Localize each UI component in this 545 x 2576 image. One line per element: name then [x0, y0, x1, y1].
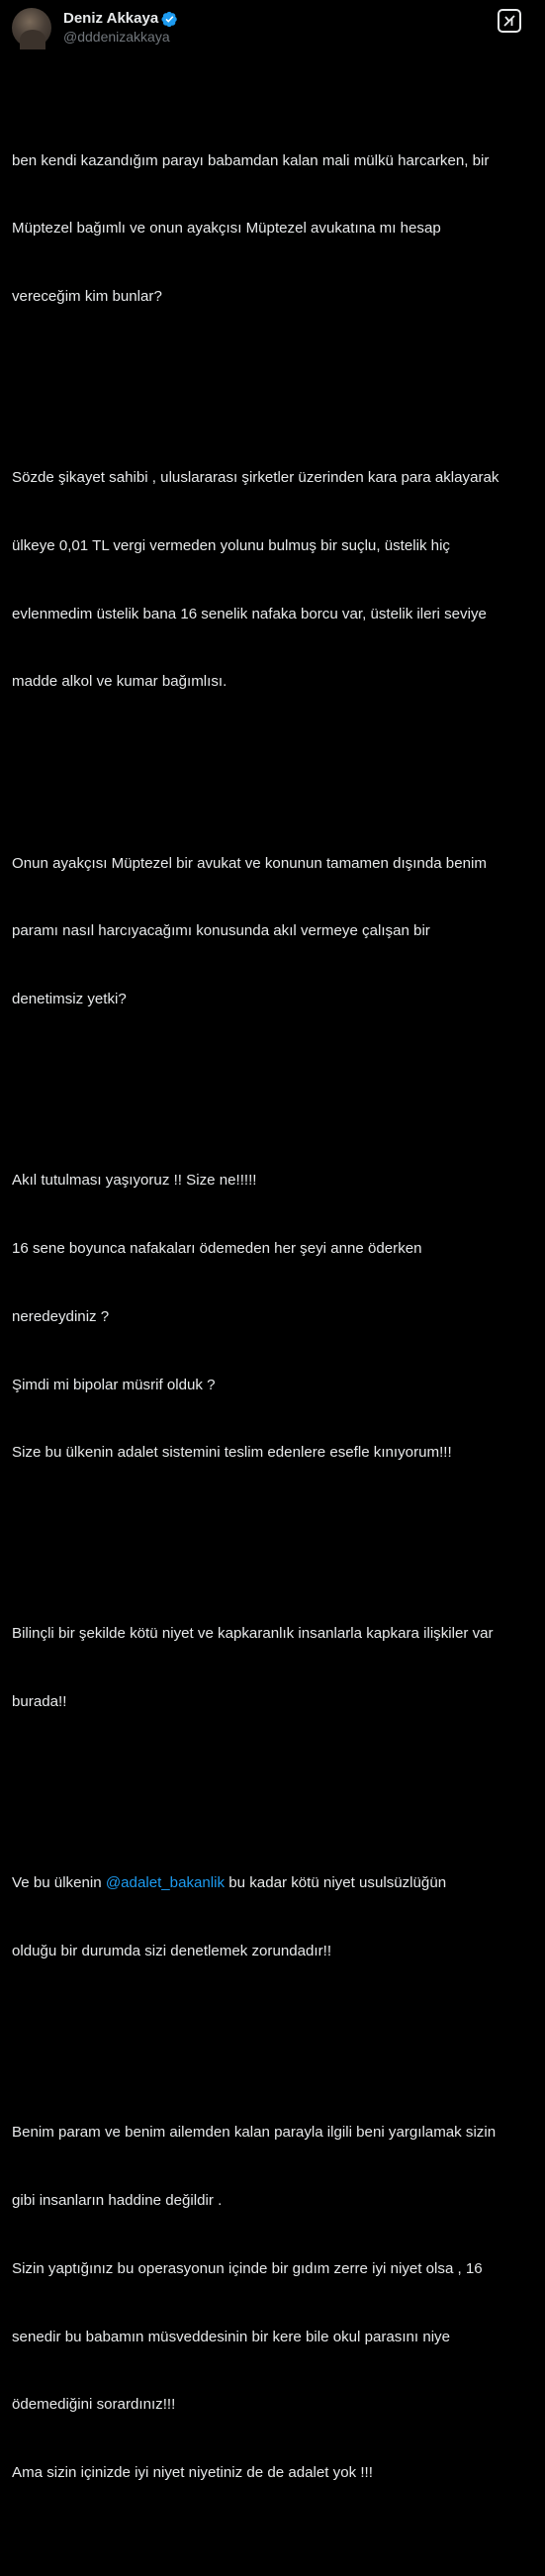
- text-line: Akıl tutulması yaşıyoruz !! Size ne!!!!!: [12, 1172, 257, 1190]
- post-header: [12, 8, 533, 48]
- mention-link[interactable]: @adalet_bakanlik: [105, 1874, 226, 1892]
- paragraph-7: [12, 2077, 533, 2530]
- text-line: Sözde şikayet sahibi , uluslararası şirketler üzerinden kara para aklayarak: [12, 469, 500, 487]
- text-line: 16 sene boyunca nafakaları ödemeden her şeyi anne öderken: [12, 1240, 422, 1258]
- text-line: Onun ayakçısı Müptezel bir avukat ve konunun tamamen dışında benim: [12, 854, 487, 872]
- text-line: paramı nasıl harcıyacağımı konusunda akıl vermeye çalışan bir: [12, 922, 430, 940]
- text-line: gibi insanların haddine değildir .: [12, 2192, 223, 2210]
- name-row: [63, 10, 178, 28]
- text-line: neredeydiniz ?: [12, 1307, 110, 1325]
- author-handle[interactable]: @dddenizakkaya: [63, 29, 170, 45]
- text-line: evlenmedim üstelik bana 16 senelik nafaka borcu var, üstelik ileri seviye: [12, 605, 487, 622]
- paragraph-5: [12, 1578, 533, 1760]
- text-line: burada!!: [12, 1693, 67, 1711]
- text-line: senedir bu babamın müsveddesinin bir kere bile okul parasını niye: [12, 2328, 451, 2345]
- text-line: vereceğim kim bunlar?: [12, 288, 162, 306]
- text-line: Şimdi mi bipolar müsrif olduk ?: [12, 1376, 216, 1393]
- post-text: [12, 59, 533, 2576]
- paragraph-4: [12, 1125, 533, 1510]
- text-line: Ama sizin içinizde iyi niyet niyetiniz de de adalet yok !!!: [12, 2463, 373, 2481]
- text-segment: Ve bu ülkenin: [12, 1874, 106, 1892]
- grok-icon[interactable]: [498, 9, 521, 33]
- text-line: Bilinçli bir şekilde kötü niyet ve kapkaranlık insanlarla kapkara ilişkiler var: [12, 1625, 494, 1643]
- verified-badge-icon: [161, 11, 178, 28]
- paragraph-3: [12, 808, 533, 1057]
- text-line: Benim param ve benim ailemden kalan parayla ilgili beni yargılamak sizin: [12, 2124, 497, 2142]
- mention-text-line: [12, 1872, 533, 1895]
- text-line: madde alkol ve kumar bağımlısı.: [12, 673, 227, 691]
- text-line: Sizin yaptığınız bu operasyonun içinde bir gıdım zerre iyi niyet olsa , 16: [12, 2259, 483, 2277]
- text-line: ben kendi kazandığım parayı babamdan kalan mali mülkü harcarken, bir: [12, 151, 490, 169]
- text-line: Müptezel bağımlı ve onun ayakçısı Müptezel avukatına mı hesap: [12, 220, 441, 238]
- paragraph-2: [12, 422, 533, 739]
- text-line: ödemediğini sorardınız!!!: [12, 2396, 176, 2414]
- author-display-name[interactable]: Deniz Akkaya: [63, 10, 159, 27]
- text-segment: bu kadar kötü niyet usulsüzlüğün: [225, 1874, 447, 1892]
- text-line: olduğu bir durumda sizi denetlemek zorundadır!!: [12, 1943, 332, 1960]
- paragraph-1: [12, 105, 533, 354]
- avatar[interactable]: [12, 8, 51, 48]
- text-line: ülkeye 0,01 TL vergi vermeden yolunu bulmuş bir suçlu, üstelik hiç: [12, 537, 450, 555]
- paragraph-6: [12, 1828, 533, 2009]
- text-line: Size bu ülkenin adalet sistemini teslim edenlere esefle kınıyorum!!!: [12, 1444, 452, 1462]
- text-line: denetimsiz yetki?: [12, 991, 127, 1008]
- author-info: [63, 10, 178, 46]
